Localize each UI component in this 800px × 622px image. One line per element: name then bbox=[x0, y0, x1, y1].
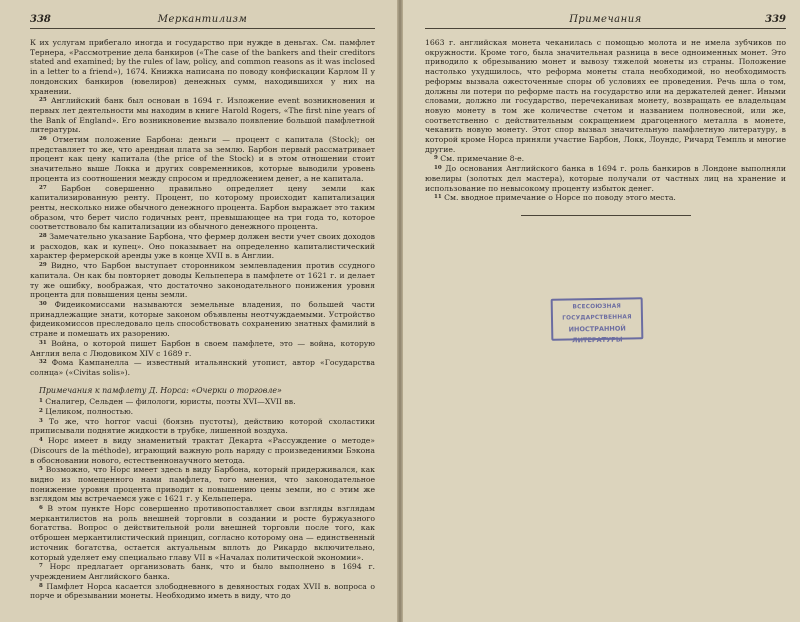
note-paragraph: $^{31}$ Война, о которой пишет Барбон в своем памфлете, это — война, которую Англия вела с Людовиком XIV с 1689 г. bbox=[30, 338, 375, 358]
note-number: 9 bbox=[434, 155, 438, 162]
stamp-line: ВСЕСОЮЗНАЯ ГОСУДАРСТВЕННАЯ bbox=[562, 303, 632, 322]
note-number: 8 bbox=[39, 582, 43, 589]
note-paragraph: $^{32}$ Фома Кампанелла — известный итальянский утопист, автор «Государства солнца» («Civitas solis»). bbox=[30, 358, 375, 377]
note-paragraph: $^{10}$ До основания Английского банка в 1694 г. роль банкиров в Лондоне выполняли ювелиры (золотых дел мастера), которые получали от частных лиц на хранение и использование по невысокому проценту избыток денег. bbox=[425, 164, 786, 193]
note-number: 30 bbox=[39, 300, 47, 307]
note-number: 3 bbox=[39, 417, 43, 424]
note-paragraph: $^5$ Возможно, что Норс имеет здесь в виду Барбона, который придерживался, как видно из помещенного нами памфлета, того мнения, что законодательное понижение уровня процента приводит к повышению цены земли, но с этим же взглядом мы встречаемся уже с 1621 г. у Кельпепера. bbox=[30, 465, 375, 504]
note-number: 31 bbox=[39, 339, 47, 346]
running-head-left bbox=[30, 14, 375, 29]
note-paragraph: $^6$ В этом пункте Норс совершенно противопоставляет свои взгляды взглядам меркантилистов на роль внешней торговли в создании и росте буржуазного богатства. Вопрос о действительной роли внешней торговли после того, как отброшен меркантилистический принцип, согласно которому она — единственный источник богатства, остается актуальным вплоть до Рикардо включительно, который уделяет ему специально главу VII в «Началах политической экономии». bbox=[30, 504, 375, 562]
note-paragraph: $^{29}$ Видно, что Барбон выступает сторонником землевладения против ссудного капитала. Он как бы повторяет доводы Кельпепера в памфлете от 1621 г. и делает ту же ошибку, воображая, что достаточно законодательного понижения уровня процента для повышения цены земли. bbox=[30, 261, 375, 300]
note-number: 29 bbox=[39, 262, 47, 269]
note-paragraph: $^7$ Норс предлагает организовать банк, что и было выполнено в 1694 г. учреждением Английского банка. bbox=[30, 562, 375, 581]
note-number: 27 bbox=[39, 184, 47, 191]
page-number-left: 338 bbox=[30, 14, 51, 25]
note-paragraph: $^{30}$ Фидеикомиссами называются земельные владения, по большей части принадлежащие знати, которые законом объявлены неотчуждаемыми. Устройство фидеикомиссов преследовало цель способствовать сохранению знатных фамилий в стране и помешать их разорению. bbox=[30, 299, 375, 339]
stamp-line: ЛИТЕРАТУРЫ bbox=[572, 335, 623, 345]
note-paragraph: $^1$ Сналигер, Сельден — филологи, юристы, поэты XVI—XVII вв. bbox=[39, 397, 296, 407]
running-title-left: Меркантилизм bbox=[157, 14, 248, 25]
end-rule bbox=[521, 215, 691, 216]
note-paragraph: $^{11}$ См. вводное примечание о Норсе по поводу этого места. bbox=[434, 193, 676, 203]
running-title-right: Примечания bbox=[569, 14, 642, 25]
note-number: 26 bbox=[39, 136, 47, 143]
right-page bbox=[403, 0, 800, 622]
note-paragraph: $^{28}$ Замечательно указание Барбона, что фермер должен вести учет своих доходов и расходов, как и купец». Оно показывает на определенно капиталистический характер фермерской аренды уже в конце XVII в. в Англии. bbox=[30, 232, 375, 261]
left-page bbox=[0, 0, 397, 622]
note-number: 6 bbox=[39, 505, 43, 512]
note-number: 4 bbox=[39, 437, 43, 444]
running-head-right bbox=[425, 14, 786, 29]
left-page-body bbox=[30, 38, 375, 601]
section-heading: Примечания к памфлету Д. Норса: «Очерки о торговле» bbox=[39, 385, 282, 395]
page-number-right: 339 bbox=[765, 14, 786, 25]
library-stamp bbox=[551, 297, 644, 345]
note-number: 7 bbox=[39, 563, 43, 570]
note-paragraph: $^4$ Норс имеет в виду знаменитый трактат Декарта «Рассуждение о методе» (Discours de la méthode), играющий важную роль наряду с произведениями Бэкона в обосновании нового, естественнонаучного метода. bbox=[30, 436, 375, 465]
note-paragraph: $^9$ См. примечание 8-е. bbox=[434, 154, 525, 164]
note-paragraph: $^{27}$ Барбон совершенно правильно определяет цену земли как капитализированную ренту. Процент, по которому происходит капитализация ренты, несколько ниже обычного денежного процента. Барбон выражает это таким образом, что берет число годичных рент, превышающее на три года то, которое соответствовало бы капитализации из обычного денежного процента. bbox=[30, 183, 375, 232]
note-number: 11 bbox=[434, 194, 442, 201]
note-paragraph: $^{26}$ Отметим положение Барбона: деньги — процент с капитала (Stock); он представляет то же, что арендная плата за землю. Барбон первый рассматривает процент как цену капитала (the price of the Stock) и в этом отношении стоит значительно выше Локка и других современников, которые выводили уровень процента из соотношения между спросом и предложением денег, а не капитала. bbox=[30, 135, 376, 183]
note-number: 2 bbox=[39, 408, 43, 415]
note-paragraph: К их услугам прибегало иногда и государство при нужде в деньгах. См. памфлет Тернера, «Расcмотрение дела банкиров («The case of the bankers and their creditors stated and examined; by the rules of law, policy, and common reasons as it was inclosed in a letter to a friend»), 1674. Книжка написана по поводу конфискации Карлом II у лондонских банкиров (ювелиров) денежных сумм, находившихся у них на хранении. bbox=[30, 38, 375, 96]
right-page-body bbox=[425, 38, 786, 216]
note-number: 1 bbox=[39, 398, 43, 405]
note-number: 5 bbox=[39, 466, 43, 473]
note-number: 28 bbox=[39, 233, 47, 240]
note-paragraph: 1663 г. английская монета чеканилась с помощью молота и не имела зубчиков по окружности. Кроме того, была значительная разница в весе одноименных монет. Это приводило к обрезыванию монет и вывозу тяжелой монеты из страны. Положение настолько ухудшилось, что реформа монеты стала необходимой, но необходимость реформы вызвала ожесточенные споры об условиях ее проведения. Речь шла о том, должны ли потери по реформе пасть на государство или на держателей денег. Иными словами, должно ли государство, перечеканивая монету, возвращать ее владельцам новую монету в том же количестве счетом и названием полновесной, или же, соответственно с действительным сокращением драгоценного металла в монете, чеканить новую монету. Этот спор вызвал значительную памфлетную литературу, в которой кроме Норса приняли участие Барбон, Локк, Лоундс, Ричард Темпль и многие другие. bbox=[425, 38, 786, 154]
note-number: 25 bbox=[39, 97, 47, 104]
note-number: 32 bbox=[39, 359, 47, 366]
note-paragraph: $^{25}$ Английский банк был основан в 1694 г. Изложение event возникновения и первых лет деятельности мы находим в книге Harold Rogers, «The first nine years of the Bank of England». Его возникновение вызвало появление большой памфлетной литературы. bbox=[30, 96, 375, 135]
note-paragraph: $^2$ Целиком, полностью. bbox=[39, 407, 134, 417]
note-number: 10 bbox=[434, 165, 442, 172]
note-paragraph: $^3$ То же, что horror vacui (боязнь пустоты), действию которой схоластики приписывали поднятие жидкости в трубке, лишенной воздуха. bbox=[30, 416, 375, 436]
stamp-line: ИНОСТРАННОЙ bbox=[568, 324, 626, 334]
note-paragraph: $^8$ Памфлет Норса касается злободневного в девяностых годах XVII в. вопроса о порче и обрезывании монеты. Необходимо иметь в виду, что до bbox=[30, 581, 375, 601]
